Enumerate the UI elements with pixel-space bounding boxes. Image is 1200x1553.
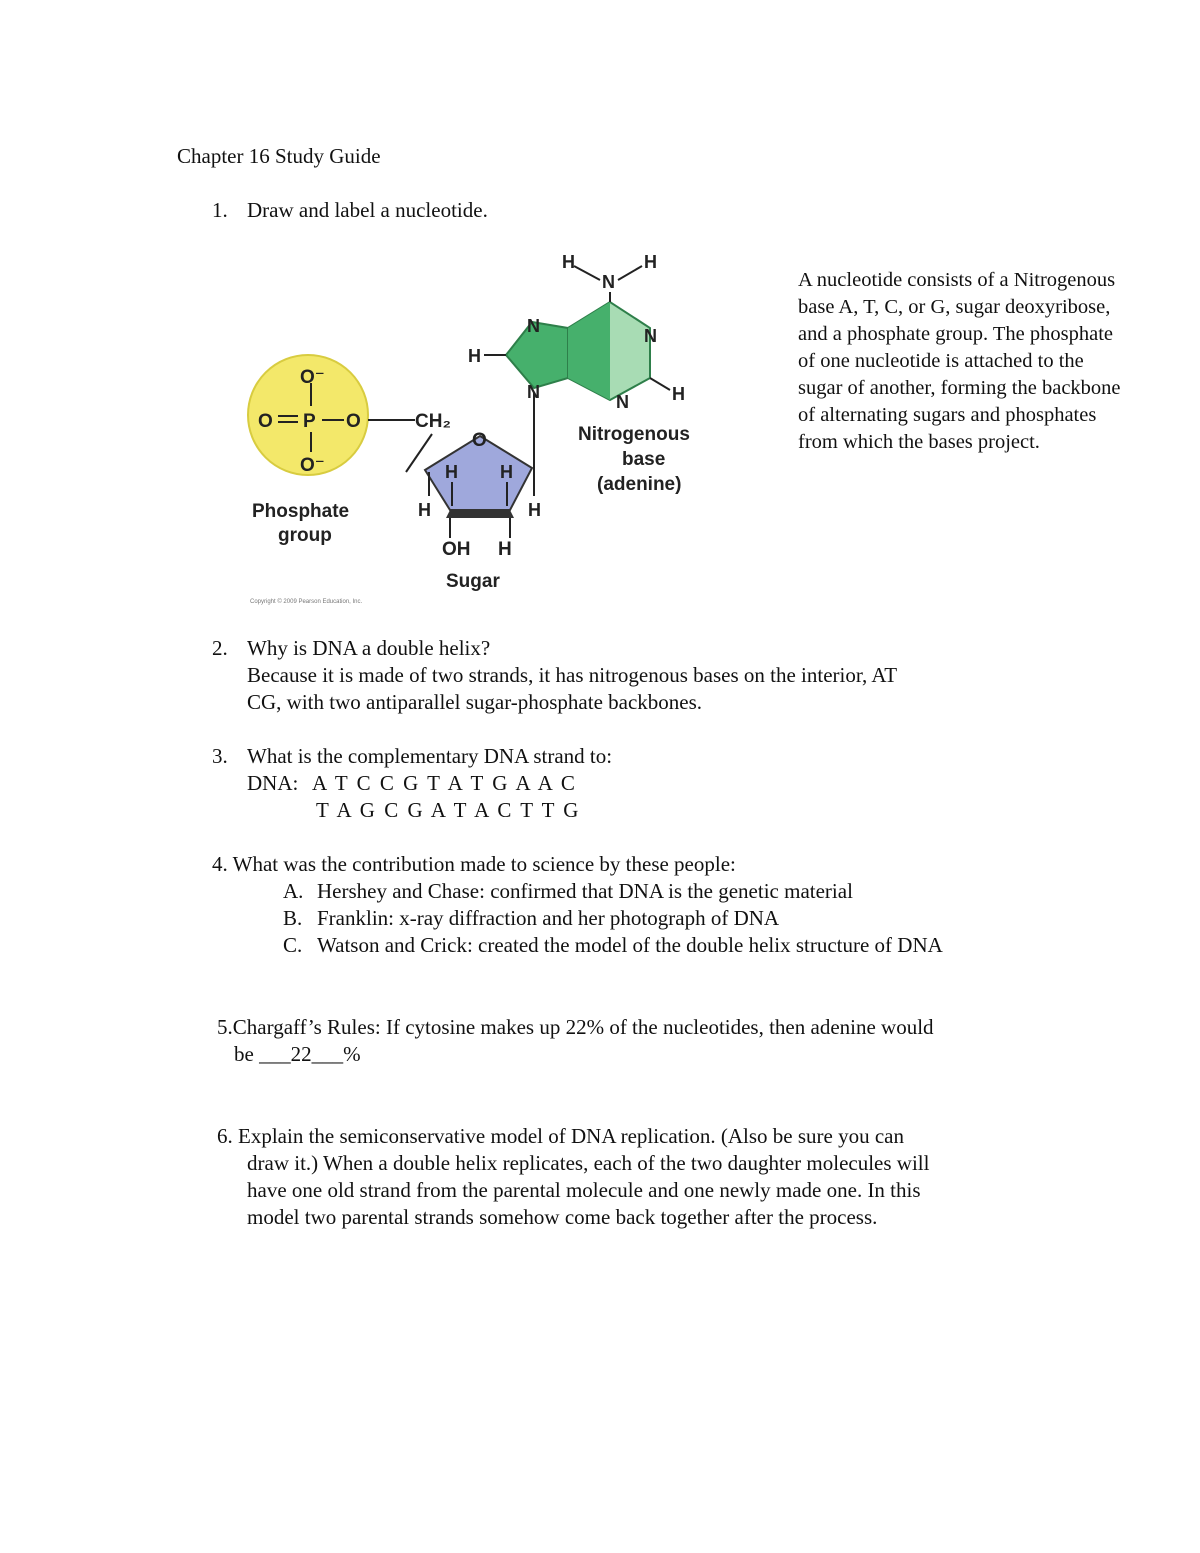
- q4-item-a-text: Hershey and Chase: confirmed that DNA is the genetic material: [317, 879, 853, 903]
- atom-n-5ring-bottom: N: [527, 382, 540, 402]
- q5-line2: be ___22___%: [234, 1042, 361, 1066]
- q1-prompt: Draw and label a nucleotide.: [247, 198, 488, 222]
- q2-answer-line1: Because it is made of two strands, it has nitrogenous bases on the interior, AT: [247, 663, 898, 687]
- q3-dna-label: DNA:: [247, 771, 299, 795]
- atom-h-sugar-left: H: [418, 500, 431, 520]
- q2-prompt: Why is DNA a double helix?: [247, 636, 491, 660]
- base-label-3: (adenine): [597, 474, 682, 495]
- atom-p: P: [303, 411, 316, 432]
- atom-o-minus-top: O⁻: [300, 367, 325, 388]
- q2-number: 2.: [212, 636, 228, 660]
- atom-o-left: O: [258, 411, 273, 432]
- q5-line1: 5.Chargaff’s Rules: If cytosine makes up 22% of the nucleotides, then adenine would: [217, 1015, 934, 1039]
- q6-line1: 6. Explain the semiconservative model of DNA replication. (Also be sure you can: [217, 1124, 904, 1148]
- atom-h-ring-left: H: [445, 462, 458, 482]
- atom-h-5ring: H: [468, 346, 481, 366]
- atom-n-5ring-top: N: [527, 316, 540, 336]
- atom-ch2: CH₂: [415, 411, 451, 432]
- q3-prompt: What is the complementary DNA strand to:: [247, 744, 613, 768]
- page-title: Chapter 16 Study Guide: [177, 144, 381, 168]
- atom-h-sugar-bottom: H: [498, 539, 512, 560]
- q1-side-note: A nucleotide consists of a Nitrogenous base A, T, C, or G, sugar deoxyribose, and a phosphate group. The phosphate of one nucleotide is attached to the sugar of another, forming the backbone of alternating sugars and phosphates from which the bases project.: [798, 268, 1121, 453]
- q4-item-b-letter: B.: [283, 906, 303, 930]
- phosphate-label-2: group: [278, 525, 332, 546]
- q1-number: 1.: [212, 198, 228, 222]
- q6-line4: model two parental strands somehow come back together after the process.: [247, 1205, 878, 1229]
- sugar-label: Sugar: [446, 571, 500, 592]
- phosphate-label-1: Phosphate: [252, 501, 350, 522]
- q4-item-c-text: Watson and Crick: created the model of the double helix structure of DNA: [317, 933, 943, 957]
- atom-h-6ring: H: [672, 384, 685, 404]
- q4-item-b-text: Franklin: x-ray diffraction and her photograph of DNA: [317, 906, 780, 930]
- atom-o-right: O: [346, 411, 361, 432]
- q4-item-c-letter: C.: [283, 933, 303, 957]
- copyright-text: Copyright © 2009 Pearson Education, Inc.: [250, 599, 363, 605]
- q2-answer-line2: CG, with two antiparallel sugar-phosphate backbones.: [247, 690, 703, 714]
- base-label-2: base: [622, 449, 666, 470]
- atom-n-6ring-right: N: [644, 326, 657, 346]
- atom-n-amine: N: [602, 272, 615, 292]
- q3-strand: A T C C G T A T G A A C: [312, 771, 577, 795]
- atom-ring-o: O: [472, 430, 487, 451]
- atom-h-amine-right: H: [644, 252, 657, 272]
- atom-h-sugar-right: H: [528, 500, 541, 520]
- nucleotide-figure: [240, 240, 720, 610]
- atom-o-minus-bottom: O⁻: [300, 455, 325, 476]
- atom-h-amine-left: H: [562, 252, 575, 272]
- atom-oh: OH: [442, 539, 471, 560]
- q4-prompt: 4. What was the contribution made to science by these people:: [212, 852, 736, 876]
- base-label-1: Nitrogenous: [578, 424, 690, 445]
- q6-line2: draw it.) When a double helix replicates, each of the two daughter molecules will: [247, 1151, 930, 1175]
- q6-line3: have one old strand from the parental molecule and one newly made one. In this: [247, 1178, 921, 1202]
- q4-item-a-letter: A.: [283, 879, 304, 903]
- atom-n-6ring-bottom: N: [616, 392, 629, 412]
- q3-number: 3.: [212, 744, 228, 768]
- atom-h-ring-right: H: [500, 462, 513, 482]
- q3-complement: T A G C G A T A C T T G: [316, 798, 581, 822]
